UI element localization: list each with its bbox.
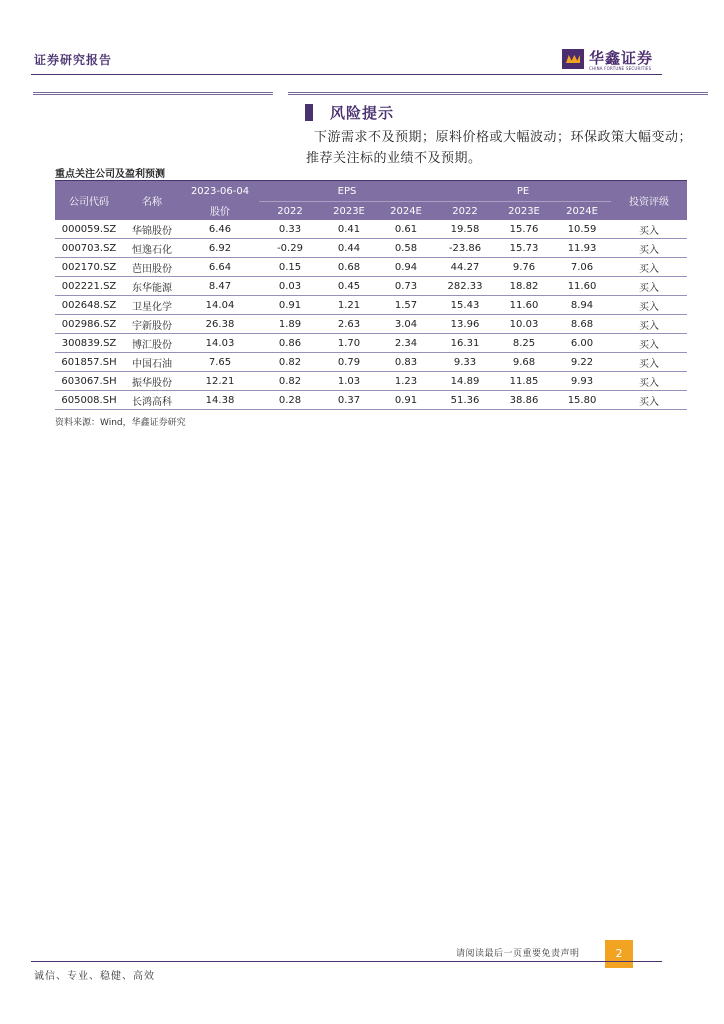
- logo-mark-icon: [562, 49, 584, 69]
- cell-name: 宇新股份: [123, 315, 181, 334]
- right-band-divider: [288, 92, 708, 95]
- cell-code: 002648.SZ: [55, 296, 123, 315]
- cell-pe: 9.93: [553, 372, 611, 391]
- cell-rating: 买入: [611, 239, 687, 258]
- cell-eps: 1.03: [321, 372, 377, 391]
- cell-pe: 11.60: [495, 296, 553, 315]
- cell-pe: 11.60: [553, 277, 611, 296]
- cell-eps: 0.86: [259, 334, 321, 353]
- cell-pe: 9.33: [435, 353, 495, 372]
- cell-price: 6.92: [181, 239, 259, 258]
- cell-eps: 0.91: [377, 391, 435, 410]
- company-logo: [562, 47, 682, 73]
- cell-rating: 买入: [611, 277, 687, 296]
- cell-eps: 0.73: [377, 277, 435, 296]
- cell-pe: 15.76: [495, 220, 553, 239]
- table-row: [55, 353, 687, 372]
- cell-pe: 7.06: [553, 258, 611, 277]
- col-header-name: 名称: [123, 181, 181, 220]
- cell-rating: 买入: [611, 334, 687, 353]
- cell-code: 605008.SH: [55, 391, 123, 410]
- cell-pe: 15.43: [435, 296, 495, 315]
- logo-english-name: CHINA FORTUNE SECURITIES: [589, 66, 652, 71]
- cell-price: 6.46: [181, 220, 259, 239]
- cell-pe: 19.58: [435, 220, 495, 239]
- cell-pe: 11.93: [553, 239, 611, 258]
- section-marker: [305, 104, 313, 121]
- cell-name: 长鸿高科: [123, 391, 181, 410]
- cell-pe: 16.31: [435, 334, 495, 353]
- header-divider: [31, 74, 662, 75]
- cell-name: 博汇股份: [123, 334, 181, 353]
- cell-pe: 51.36: [435, 391, 495, 410]
- cell-code: 000703.SZ: [55, 239, 123, 258]
- cell-pe: 6.00: [553, 334, 611, 353]
- cell-rating: 买入: [611, 315, 687, 334]
- cell-eps: 1.23: [377, 372, 435, 391]
- cell-code: 601857.SH: [55, 353, 123, 372]
- cell-eps: 0.33: [259, 220, 321, 239]
- risk-paragraph: 下游需求不及预期；原料价格或大幅波动；环保政策大幅变动；推荐关注标的业绩不及预期。: [306, 130, 693, 166]
- cell-eps: 1.57: [377, 296, 435, 315]
- cell-pe: 9.68: [495, 353, 553, 372]
- cell-eps: 0.37: [321, 391, 377, 410]
- cell-eps: 0.91: [259, 296, 321, 315]
- cell-pe: 38.86: [495, 391, 553, 410]
- cell-price: 14.38: [181, 391, 259, 410]
- cell-eps: 0.03: [259, 277, 321, 296]
- cell-name: 芭田股份: [123, 258, 181, 277]
- cell-name: 卫星化学: [123, 296, 181, 315]
- cell-eps: -0.29: [259, 239, 321, 258]
- left-band-divider: [33, 92, 273, 95]
- col-header-price: 股价: [181, 202, 259, 221]
- cell-code: 300839.SZ: [55, 334, 123, 353]
- cell-rating: 买入: [611, 220, 687, 239]
- cell-eps: 0.82: [259, 372, 321, 391]
- cell-pe: 11.85: [495, 372, 553, 391]
- cell-code: 002986.SZ: [55, 315, 123, 334]
- table-row: [55, 391, 687, 410]
- cell-price: 14.04: [181, 296, 259, 315]
- cell-eps: 0.28: [259, 391, 321, 410]
- company-motto: 诚信、专业、稳健、高效: [34, 971, 155, 982]
- cell-pe: 10.59: [553, 220, 611, 239]
- cell-code: 002170.SZ: [55, 258, 123, 277]
- cell-pe: 8.25: [495, 334, 553, 353]
- cell-rating: 买入: [611, 296, 687, 315]
- cell-pe: 10.03: [495, 315, 553, 334]
- table-row: [55, 239, 687, 258]
- cell-pe: 282.33: [435, 277, 495, 296]
- table-row: [55, 220, 687, 239]
- cell-pe: 8.68: [553, 315, 611, 334]
- col-header-eps-year: 2022: [259, 202, 321, 221]
- forecast-table: [55, 181, 687, 410]
- cell-price: 8.47: [181, 277, 259, 296]
- table-row: [55, 372, 687, 391]
- cell-name: 东华能源: [123, 277, 181, 296]
- cell-eps: 3.04: [377, 315, 435, 334]
- col-header-pe: PE: [435, 181, 611, 202]
- cell-pe: 9.76: [495, 258, 553, 277]
- cell-rating: 买入: [611, 391, 687, 410]
- cell-eps: 2.34: [377, 334, 435, 353]
- cell-price: 7.65: [181, 353, 259, 372]
- cell-rating: 买入: [611, 353, 687, 372]
- cell-pe: -23.86: [435, 239, 495, 258]
- cell-eps: 0.79: [321, 353, 377, 372]
- cell-pe: 8.94: [553, 296, 611, 315]
- table-row: [55, 334, 687, 353]
- cell-price: 6.64: [181, 258, 259, 277]
- col-header-pe-year: 2022: [435, 202, 495, 221]
- cell-eps: 1.70: [321, 334, 377, 353]
- cell-name: 华锦股份: [123, 220, 181, 239]
- cell-price: 14.03: [181, 334, 259, 353]
- disclaimer-note: 请阅读最后一页重要免责声明: [456, 949, 580, 959]
- page-number: 2: [605, 940, 633, 968]
- cell-pe: 14.89: [435, 372, 495, 391]
- col-header-date: 2023-06-04: [181, 181, 259, 202]
- col-header-pe-year: 2024E: [553, 202, 611, 221]
- col-header-eps: EPS: [259, 181, 435, 202]
- data-source-note: 资料来源：Wind，华鑫证券研究: [55, 418, 186, 428]
- col-header-pe-year: 2023E: [495, 202, 553, 221]
- cell-eps: 0.41: [321, 220, 377, 239]
- cell-eps: 0.82: [259, 353, 321, 372]
- cell-pe: 15.80: [553, 391, 611, 410]
- col-header-rating: 投资评级: [611, 181, 687, 220]
- cell-price: 12.21: [181, 372, 259, 391]
- cell-name: 中国石油: [123, 353, 181, 372]
- cell-eps: 0.44: [321, 239, 377, 258]
- cell-eps: 0.94: [377, 258, 435, 277]
- logo-name: 华鑫证券: [589, 49, 654, 67]
- table-row: [55, 277, 687, 296]
- cell-pe: 13.96: [435, 315, 495, 334]
- cell-name: 振华股份: [123, 372, 181, 391]
- cell-price: 26.38: [181, 315, 259, 334]
- cell-eps: 0.15: [259, 258, 321, 277]
- cell-pe: 44.27: [435, 258, 495, 277]
- cell-eps: 0.45: [321, 277, 377, 296]
- cell-eps: 0.83: [377, 353, 435, 372]
- cell-pe: 18.82: [495, 277, 553, 296]
- cell-eps: 1.89: [259, 315, 321, 334]
- col-header-eps-year: 2023E: [321, 202, 377, 221]
- col-header-code: 公司代码: [55, 181, 123, 220]
- table-row: [55, 315, 687, 334]
- cell-pe: 9.22: [553, 353, 611, 372]
- section-title: 风险提示: [330, 104, 395, 122]
- report-type-label: 证券研究报告: [34, 53, 113, 67]
- col-header-eps-year: 2024E: [377, 202, 435, 221]
- cell-eps: 2.63: [321, 315, 377, 334]
- cell-eps: 0.58: [377, 239, 435, 258]
- footer-divider: [31, 961, 662, 962]
- table-row: [55, 258, 687, 277]
- table-row: [55, 296, 687, 315]
- cell-code: 000059.SZ: [55, 220, 123, 239]
- cell-pe: 15.73: [495, 239, 553, 258]
- cell-eps: 1.21: [321, 296, 377, 315]
- cell-name: 恒逸石化: [123, 239, 181, 258]
- cell-eps: 0.68: [321, 258, 377, 277]
- cell-rating: 买入: [611, 258, 687, 277]
- cell-eps: 0.61: [377, 220, 435, 239]
- cell-rating: 买入: [611, 372, 687, 391]
- cell-code: 002221.SZ: [55, 277, 123, 296]
- table-title: 重点关注公司及盈利预测: [55, 169, 165, 180]
- cell-code: 603067.SH: [55, 372, 123, 391]
